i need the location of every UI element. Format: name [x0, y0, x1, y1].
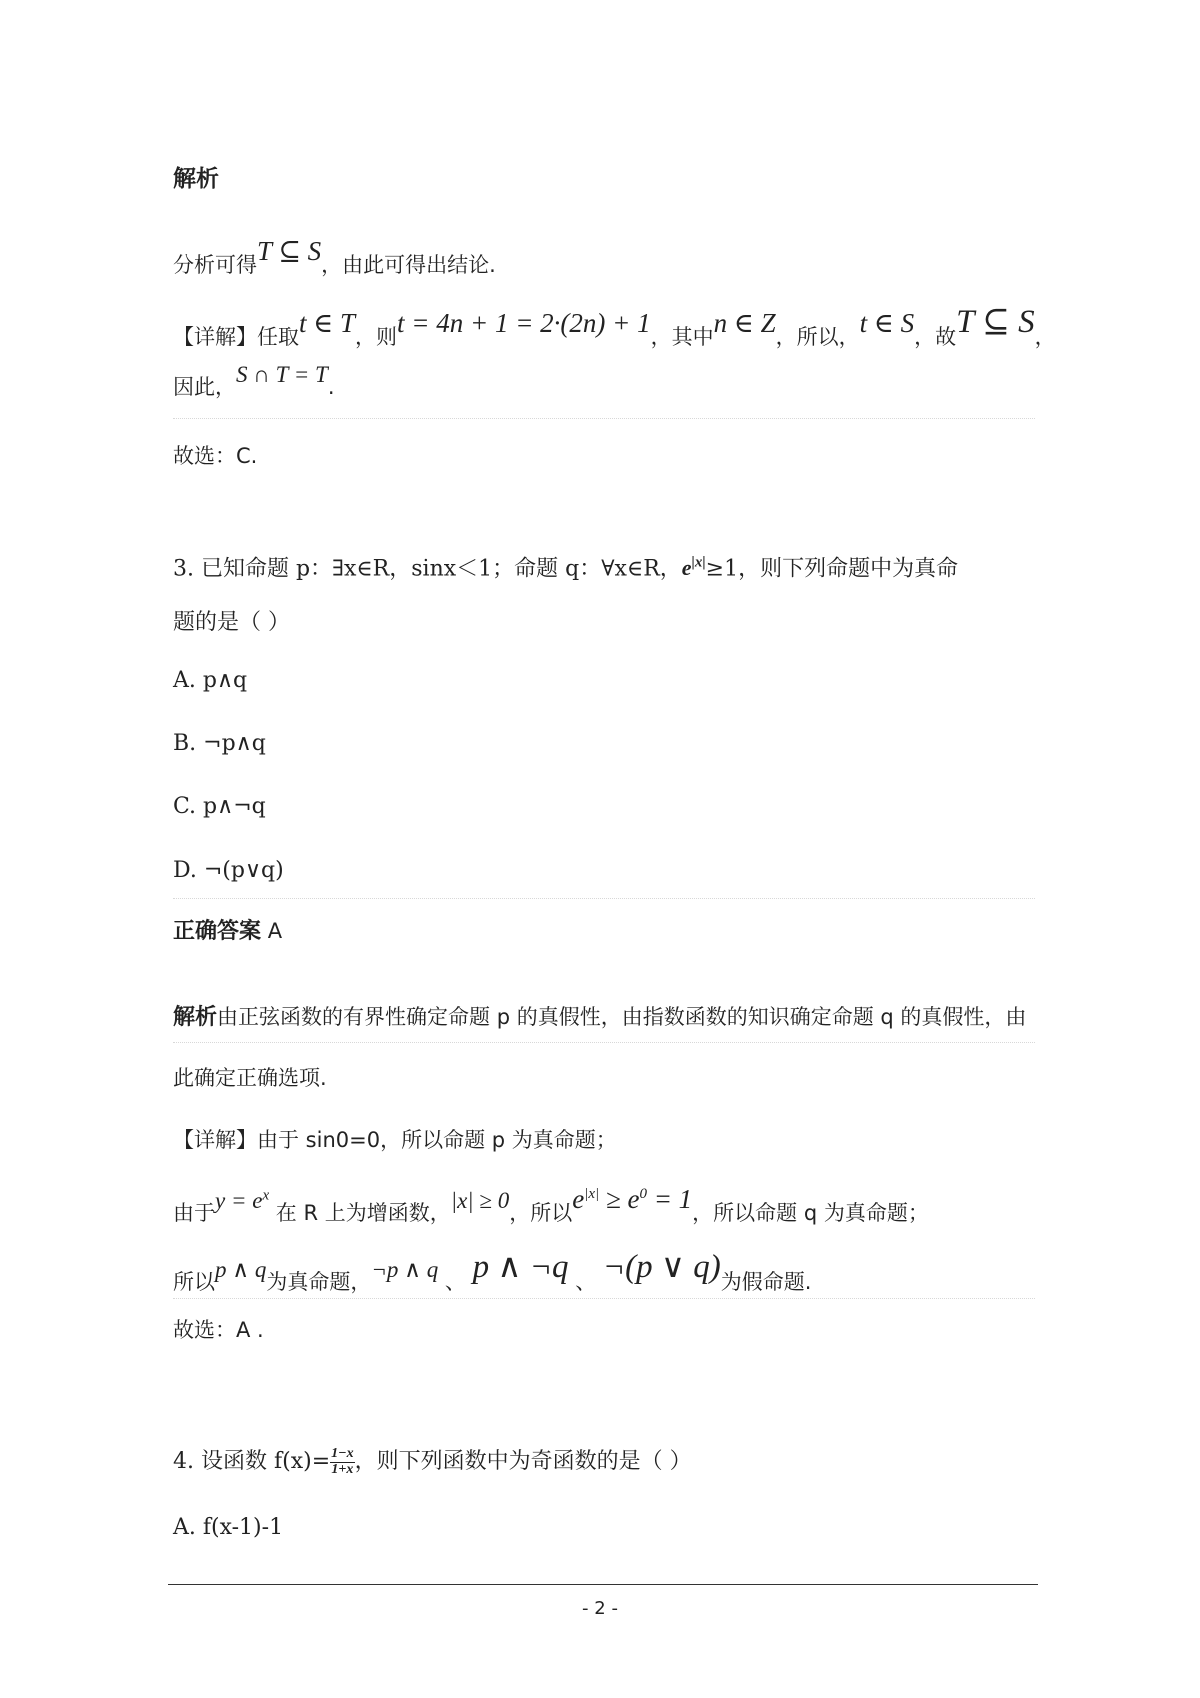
detail-line-1	[173, 304, 1056, 351]
text: ，所以	[509, 1201, 573, 1225]
fraction: $\frac{1-x}{1+x}$	[331, 1446, 354, 1477]
footer-rule	[168, 1584, 1038, 1585]
page-number: - 2 -	[582, 1598, 618, 1619]
text: 为真命题，	[266, 1270, 372, 1294]
analysis-3-line-2: 此确定正确选项.	[173, 1066, 327, 1090]
math: $y = e^x$	[215, 1187, 270, 1213]
text: ，其中	[650, 325, 714, 349]
text: ，则下列函数中为奇函数的是（ ）	[354, 1449, 692, 1475]
section-title: 解析	[173, 166, 219, 192]
detail-label: 【详解】	[173, 325, 257, 349]
math: $e^{|x|}$	[681, 555, 706, 581]
text: 、	[575, 1270, 597, 1294]
question-3-stem-line-2: 题的是（ ）	[173, 610, 290, 635]
question-4-stem	[173, 1447, 692, 1477]
divider	[173, 898, 1035, 899]
option-d: D. ¬(p∨q)	[173, 858, 284, 883]
option-b: B. ¬p∧q	[173, 731, 266, 756]
math: n ∈ Z	[713, 308, 776, 338]
analysis-line-1	[173, 236, 496, 277]
math: ¬p ∧ q	[371, 1257, 439, 1282]
text: 3. 已知命题 p：∃x∈R，sinx＜1；命题 q：∀x∈R，	[173, 556, 682, 582]
choice-line-3: 故选：A .	[173, 1318, 264, 1342]
analysis-3-line-1	[173, 1007, 1026, 1029]
divider	[173, 1042, 1035, 1043]
math: t = 4n + 1 = 2·(2n) + 1	[397, 308, 651, 338]
math: p ∧ q	[215, 1257, 267, 1282]
answer-label: 正确答案	[173, 919, 262, 944]
text: 任取	[257, 325, 299, 349]
option-a: A. p∧q	[173, 668, 248, 693]
option-c: C. p∧¬q	[173, 794, 266, 819]
text: ，由此可得出结论.	[321, 253, 496, 277]
math: $e^{|x|} \ge e^0 = 1$	[572, 1184, 693, 1214]
text: 分析可得	[173, 253, 257, 277]
math: |x| ≥ 0	[450, 1188, 510, 1213]
choice-line: 故选：C.	[173, 444, 258, 468]
text: 所以	[173, 1270, 215, 1294]
text: 因此，	[173, 375, 236, 399]
text: ≥1，则下列命题中为真命	[705, 556, 959, 582]
text: ，故	[914, 325, 957, 349]
math: T ⊆ S	[257, 236, 322, 266]
text: .	[327, 375, 335, 399]
math: t ∈ S	[859, 308, 915, 338]
text: ，所以命题 q 为真命题；	[692, 1201, 929, 1225]
math: S ∩ T = T	[236, 362, 328, 387]
math: T ⊆ S	[956, 304, 1035, 340]
question-3-stem	[173, 556, 958, 580]
text: ，所以，	[775, 325, 860, 349]
correct-answer	[173, 921, 282, 943]
math: ¬(p ∨ q)	[602, 1249, 721, 1285]
detail-3-line-1: 【详解】由于 sin0=0，所以命题 p 为真命题；	[173, 1128, 617, 1152]
answer-value: A	[267, 919, 283, 943]
text: ，	[1034, 325, 1056, 349]
text: 4. 设函数 f(x)=	[173, 1449, 331, 1475]
text: 、	[444, 1270, 466, 1294]
divider	[173, 1298, 1035, 1299]
text: 在 R 上为增函数，	[275, 1201, 451, 1225]
text: 为假命题.	[720, 1270, 812, 1294]
detail-3-line-3	[173, 1249, 812, 1296]
text: ，则	[355, 325, 398, 349]
detail-3-line-2	[173, 1184, 929, 1225]
analysis-label: 解析	[173, 1005, 218, 1030]
text: 由正弦函数的有界性确定命题 p 的真假性，由指数函数的知识确定命题 q 的真假性，由	[217, 1005, 1027, 1029]
divider	[173, 418, 1035, 419]
math: p ∧ ¬q	[472, 1249, 569, 1285]
option-a-q4: A. f(x-1)-1	[173, 1515, 284, 1540]
math: t ∈ T	[299, 308, 356, 338]
detail-line-2	[173, 362, 335, 399]
text: 由于	[173, 1201, 215, 1225]
